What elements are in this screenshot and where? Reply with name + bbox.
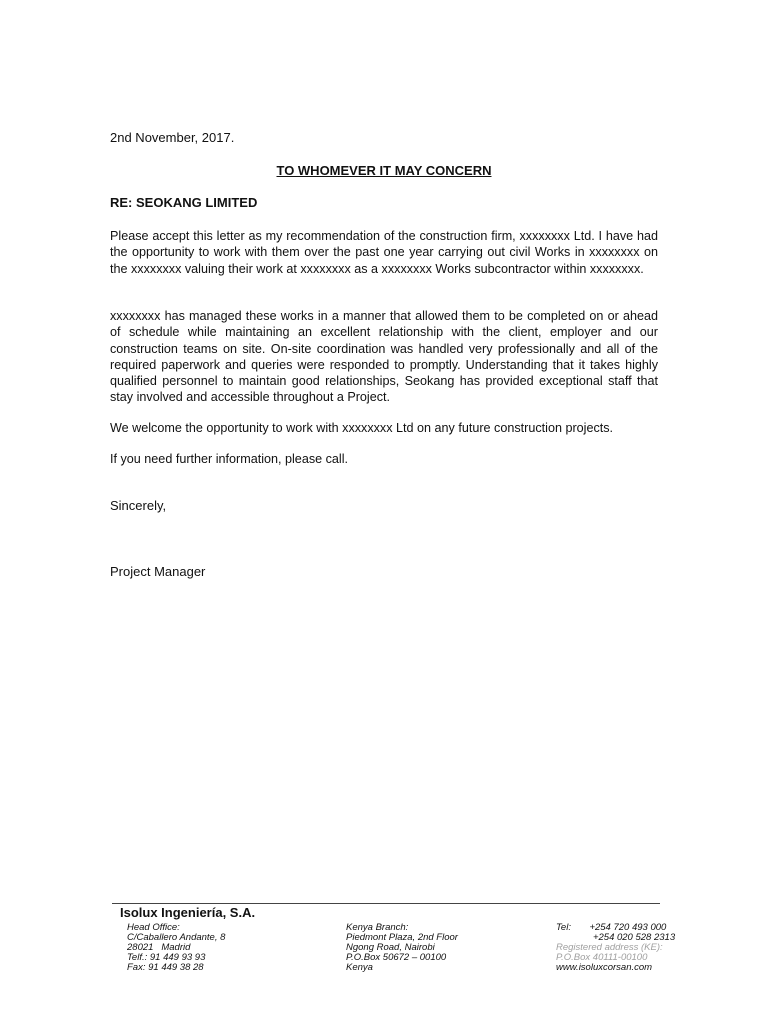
closing: Sincerely, [110,498,167,513]
contact-line: P.O.Box 40111-00100 [556,952,648,963]
paragraph-performance: xxxxxxxx has managed these works in a manner that allowed them to be completed on or ahead of schedule while maintaining an excellent relationship with the client, employer and our construction teams on site. On-site coordination was handled very professionally and all of the required paperwork and queries were responded to promptly. Understanding that it takes highly qualified personnel to maintain good relationships, Seokang has provided exceptional staff that stay involved and accessible throughout a Project. [110,309,658,405]
footer-company-name: Isolux Ingeniería, S.A. [120,905,256,920]
head-office-line: Fax: 91 449 38 28 [127,962,204,973]
kenya-branch-line: P.O.Box 50672 – 00100 [346,952,447,963]
contact-website: www.isoluxcorsan.com [556,962,653,973]
contact-line: +254 020 528 2313 [556,932,676,943]
footer-head-office [127,923,225,973]
paragraph-contact: If you need further information, please call. [110,452,349,466]
kenya-branch-line: Ngong Road, Nairobi [346,942,435,953]
contact-line: Registered address (KE): [556,942,663,953]
head-office-line: Telf.: 91 449 93 93 [127,952,206,963]
letter-date: 2nd November, 2017. [110,130,235,145]
head-office-line: 28021 Madrid [127,942,191,953]
contact-line: Tel: +254 720 493 000 [556,922,667,933]
paragraph-welcome: We welcome the opportunity to work with xxxxxxxx Ltd on any future construction projects. [110,421,614,435]
paragraph-recommendation: Please accept this letter as my recommendation of the construction firm, xxxxxxxx Ltd. I have had the opportunity to work with them over the past one year carrying out civil Works in xxxxxxxx on the xxxxxxxx valuing their work at xxxxxxxx as a xxxxxxxx Works subcontractor within xxxxxxxx. [110,229,658,276]
footer-contact [556,923,675,973]
head-office-line: Head Office: [127,922,180,933]
kenya-branch-line: Piedmont Plaza, 2nd Floor [346,932,458,943]
signatory: Project Manager [110,564,206,579]
footer-kenya-branch [346,923,458,973]
letter-heading [0,163,768,178]
footer-divider [112,903,660,904]
head-office-line: C/Caballero Andante, 8 [127,932,226,943]
kenya-branch-line: Kenya Branch: [346,922,409,933]
subject-line: RE: SEOKANG LIMITED [110,195,258,210]
heading-text: TO WHOMEVER IT MAY CONCERN [276,163,492,178]
kenya-branch-line: Kenya [346,962,373,973]
